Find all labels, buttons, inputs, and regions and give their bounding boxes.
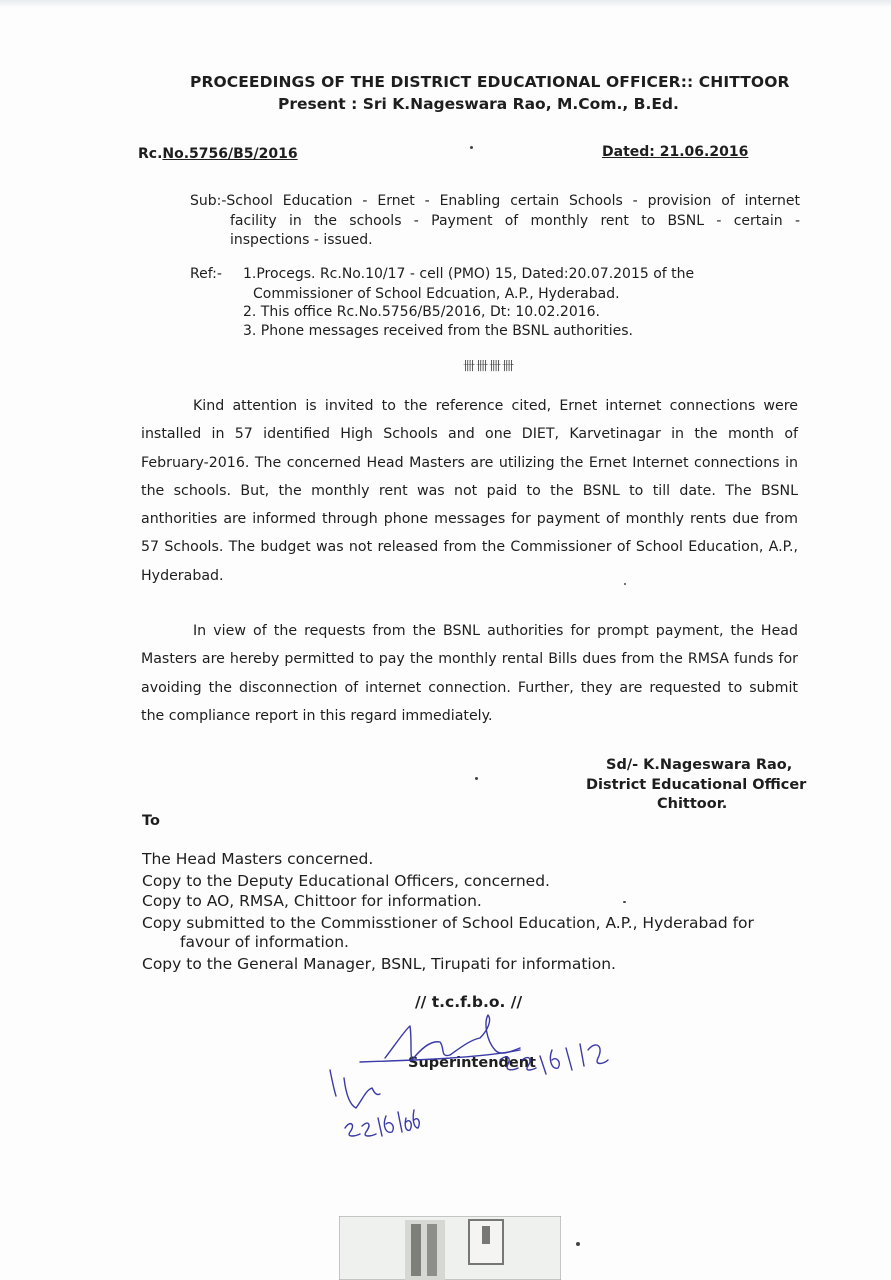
rc-number-value: No.5756/B5/2016	[162, 146, 298, 162]
subject-line-1: Sub:-School Education - Ernet - Enabling certain Schools - provision of internet	[190, 193, 800, 209]
copy-recipient-1: The Head Masters concerned.	[142, 850, 374, 868]
reference-2: 2. This office Rc.No.5756/B5/2016, Dt: 10.02.2016.	[243, 304, 600, 320]
true-copy-marker: // t.c.f.b.o. //	[415, 993, 523, 1011]
paragraph-line: the schools. But, the monthly rent was not paid to the BSNL to till date. The BSNL	[141, 482, 798, 499]
subject-line-3: inspections - issued.	[230, 232, 373, 248]
stamp-graphic	[339, 1216, 561, 1280]
rc-prefix: Rc.	[138, 146, 163, 162]
paragraph-line: avoiding the disconnection of internet connection. Further, they are requested to submit	[141, 679, 798, 696]
paragraph-line: 57 Schools. The budget was not released from the Commissioner of School Education, A.P.,	[141, 539, 798, 556]
subject-line-2: facility in the schools - Payment of monthly rent to BSNL - certain -	[230, 212, 800, 229]
paragraph-line: February-2016. The concerned Head Masters are utilizing the Ernet Internet connections in	[141, 454, 798, 471]
paragraph-line: In view of the requests from the BSNL authorities for prompt payment, the Head	[193, 623, 798, 639]
to-label: To	[142, 813, 160, 829]
handwritten-signature-left	[330, 1070, 380, 1108]
document-title: PROCEEDINGS OF THE DISTRICT EDUCATIONAL OFFICER:: CHITTOOR	[190, 73, 790, 91]
copy-recipient-2: Copy to the Deputy Educational Officers, concerned.	[142, 872, 550, 890]
scan-speck	[576, 1242, 580, 1246]
copy-recipient-4: Copy submitted to the Commisstioner of School Education, A.P., Hyderabad for	[142, 914, 754, 932]
paragraph-line: the compliance report in this regard immediately.	[141, 707, 493, 724]
reference-1: 1.Procegs. Rc.No.10/17 - cell (PMO) 15, Dated:20.07.2015 of the	[243, 266, 695, 282]
signatory-designation: District Educational Officer	[586, 777, 807, 793]
reference-3: 3. Phone messages received from the BSNL authorities.	[243, 323, 633, 339]
present-officer-line: Present : Sri K.Nageswara Rao, M.Com., B.Ed.	[278, 95, 679, 113]
scan-speck	[470, 146, 473, 149]
signatory-location: Chittoor.	[657, 796, 728, 812]
copy-recipient-4-continued: favour of information.	[180, 933, 349, 951]
paragraph-line: Hyderabad.	[141, 567, 224, 584]
scan-speck	[475, 777, 478, 780]
copy-recipient-3: Copy to AO, RMSA, Chittoor for information.	[142, 892, 482, 910]
paragraph-line: Kind attention is invited to the reference cited, Ernet internet connections were	[193, 398, 798, 414]
handwritten-date-left	[345, 1110, 419, 1136]
scan-speck	[624, 583, 626, 585]
copy-recipient-5: Copy to the General Manager, BSNL, Tirupati for information.	[142, 955, 616, 973]
superintendent-label: Superintendent	[408, 1055, 536, 1071]
scan-speck	[623, 901, 626, 903]
handwritten-date-right	[500, 1044, 608, 1074]
paragraph-line: Masters are hereby permitted to pay the monthly rental Bills dues from the RMSA funds for	[141, 651, 798, 668]
reference-label: Ref:-	[190, 266, 222, 282]
reference-1-continued: Commissioner of School Edcuation, A.P., Hyderabad.	[253, 286, 620, 302]
section-separator: 卌卌卌卌	[463, 359, 516, 373]
signatory-name: Sd/- K.Nageswara Rao,	[606, 757, 793, 773]
document-date: Dated: 21.06.2016	[602, 144, 749, 160]
paragraph-line: anthorities are informed through phone messages for payment of monthly rents due from	[141, 511, 798, 528]
paragraph-line: installed in 57 identified High Schools and one DIET, Karvetinagar in the month of	[141, 426, 798, 443]
